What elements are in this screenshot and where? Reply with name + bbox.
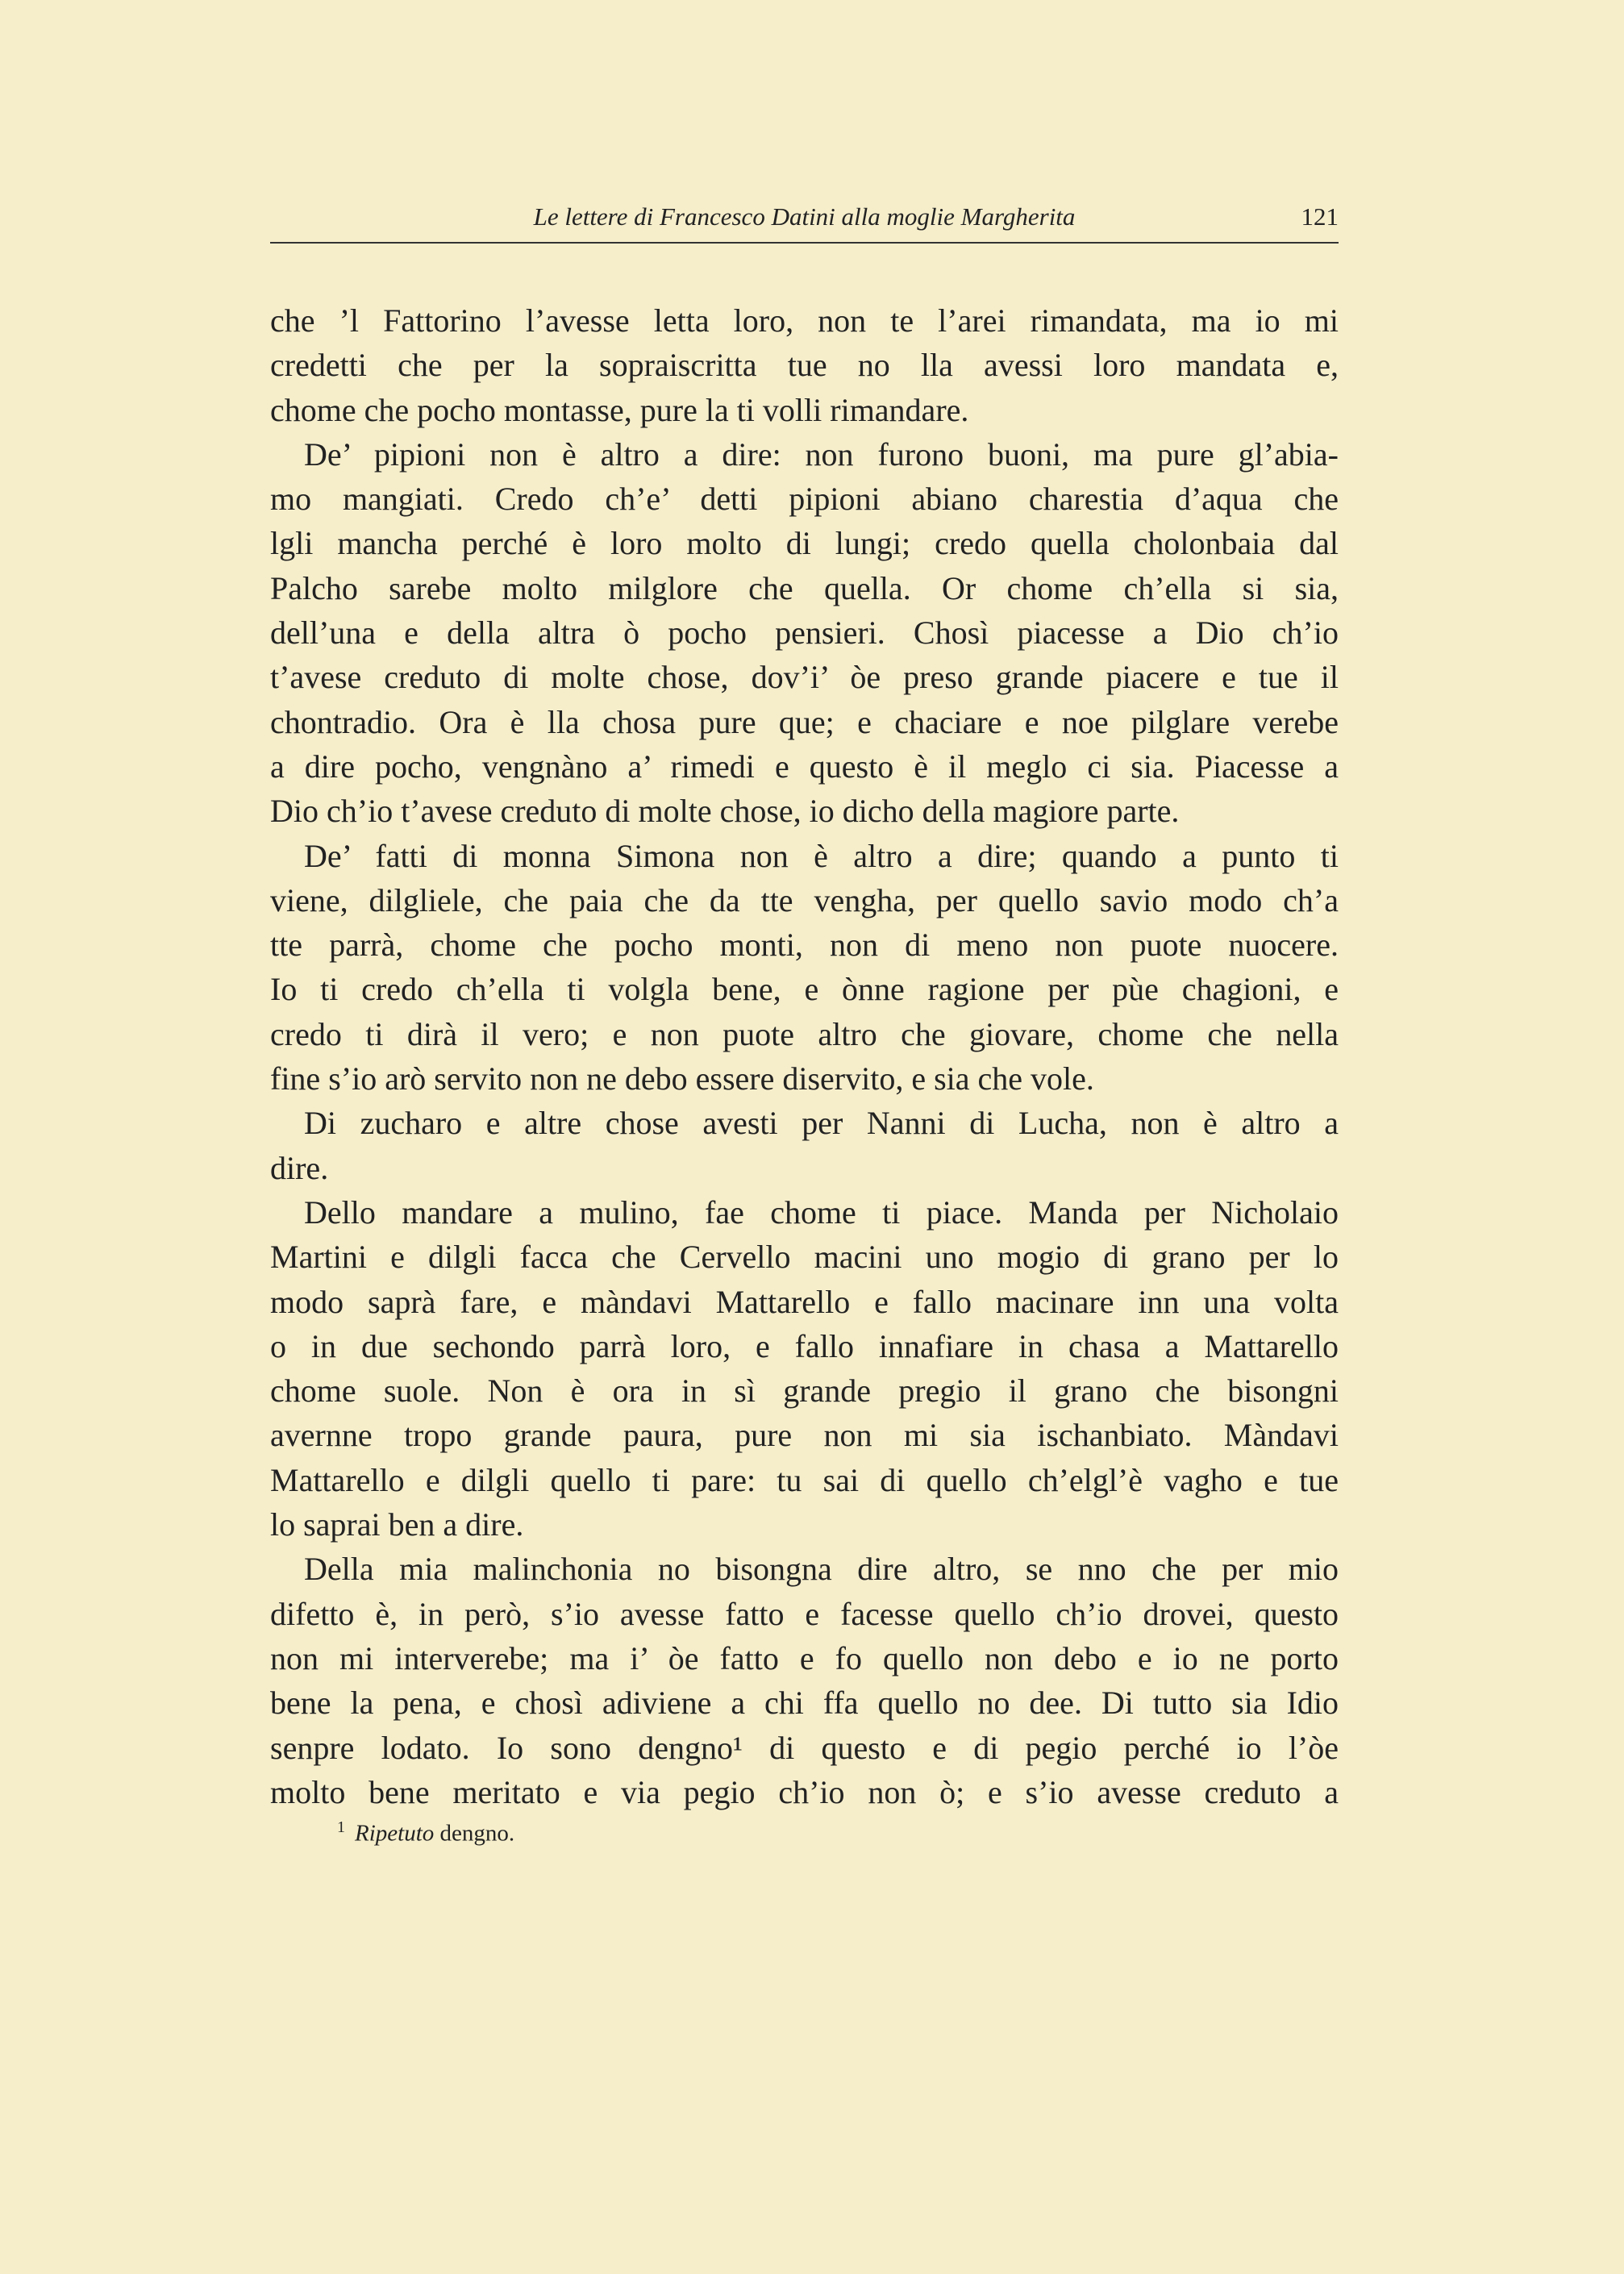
text-line: Dio ch’io t’avese creduto di molte chose, io dicho della magiore parte. — [270, 793, 1180, 830]
text-line: Di zucharo e altre chose avesti per Nanni di Lucha, non è altro a — [304, 1105, 1339, 1142]
text-line: chome che pocho montasse, pure la ti volli rimandare. — [270, 391, 969, 428]
text-line: o in due sechondo parrà loro, e fallo innafiare in chasa a Mattarello — [270, 1327, 1339, 1364]
text-line: t’avese creduto di molte chose, dov’i’ òe preso grande piacere e tue il — [270, 659, 1339, 696]
text-line: lgli mancha perché è loro molto di lungi; credo quella cholonbaia dal — [270, 525, 1339, 562]
text-line: bene la pena, e chosì adiviene a chi ffa quello no dee. Di tutto sia Idio — [270, 1685, 1339, 1722]
text-line: De’ fatti di monna Simona non è altro a dire; quando a punto ti — [304, 837, 1339, 874]
text-line: non mi interverebe; ma i’ òe fatto e fo quello non debo e io ne porto — [270, 1639, 1339, 1676]
text-line: Della mia malinchonia no bisongna dire altro, se nno che per mio — [304, 1551, 1339, 1588]
text-line: Mattarello e dilgli quello ti pare: tu sai di quello ch’elgl’è vagho e tue — [270, 1461, 1339, 1498]
text-line: Io ti credo ch’ella ti volgla bene, e ònne ragione per pùe chagioni, e — [270, 971, 1339, 1008]
text-line: che ’l Fattorino l’avesse letta loro, non te l’arei rimandata, ma io mi — [270, 302, 1339, 339]
text-line: senpre lodato. Io sono dengno¹ di questo e di pegio perché io l’òe — [270, 1729, 1339, 1766]
footnote-marker: 1 — [337, 1818, 345, 1836]
text-line: credetti che per la sopraiscritta tue no lla avessi loro mandata e, — [270, 347, 1339, 384]
body-text — [270, 298, 1339, 1814]
running-title: Le lettere di Francesco Datini alla moglie Margherita — [533, 202, 1076, 231]
text-line: modo saprà fare, e màndavi Mattarello e fallo macinare inn una volta — [270, 1283, 1339, 1320]
text-line: difetto è, in però, s’io avesse fatto e facesse quello ch’io drovei, questo — [270, 1595, 1339, 1632]
text-line: Martini e dilgli facca che Cervello macini uno mogio di grano per lo — [270, 1239, 1339, 1276]
footnote — [337, 1818, 514, 1847]
paragraph — [270, 1547, 1339, 1814]
paragraph — [270, 834, 1339, 1102]
footnote-text: dengno. — [434, 1820, 515, 1847]
paragraph — [270, 298, 1339, 432]
paragraph — [270, 1101, 1339, 1190]
paragraph — [270, 1190, 1339, 1547]
paragraph — [270, 432, 1339, 834]
running-header — [270, 198, 1339, 244]
page-number: 121 — [1301, 202, 1339, 231]
text-line: fine s’io arò servito non ne debo essere diservito, e sia che vole. — [270, 1060, 1094, 1097]
text-line: credo ti dirà il vero; e non puote altro che giovare, chome che nella — [270, 1015, 1339, 1052]
text-line: dell’una e della altra ò pocho pensieri. Chosì piacesse a Dio ch’io — [270, 614, 1339, 652]
text-line: lo saprai ben a dire. — [270, 1506, 524, 1543]
text-line: De’ pipioni non è altro a dire: non furono buoni, ma pure gl’abia- — [304, 435, 1339, 473]
text-line: chome suole. Non è ora in sì grande pregio il grano che bisongni — [270, 1372, 1339, 1410]
text-line: molto bene meritato e via pegio ch’io non ò; e s’io avesse creduto a — [270, 1773, 1339, 1810]
text-line: dire. — [270, 1149, 329, 1186]
footnote-italic: Ripetuto — [355, 1820, 435, 1847]
text-line: Palcho sarebe molto milglore che quella. Or chome ch’ella si sia, — [270, 569, 1339, 606]
text-line: chontradio. Ora è lla chosa pure que; e chaciare e noe pilglare verebe — [270, 703, 1339, 740]
text-line: Dello mandare a mulino, fae chome ti piace. Manda per Nicholaio — [304, 1193, 1339, 1231]
text-line: tte parrà, chome che pocho monti, non di meno non puote nuocere. — [270, 927, 1339, 964]
text-line: mo mangiati. Credo ch’e’ detti pipioni abiano charestia d’aqua che — [270, 481, 1339, 518]
text-line: viene, dilgliele, che paia che da tte vengha, per quello savio modo ch’a — [270, 881, 1339, 918]
text-line: a dire pocho, vengnàno a’ rimedi e questo è il meglo ci sia. Piacesse a — [270, 748, 1339, 785]
text-line: avernne tropo grande paura, pure non mi sia ischanbiato. Màndavi — [270, 1417, 1339, 1454]
